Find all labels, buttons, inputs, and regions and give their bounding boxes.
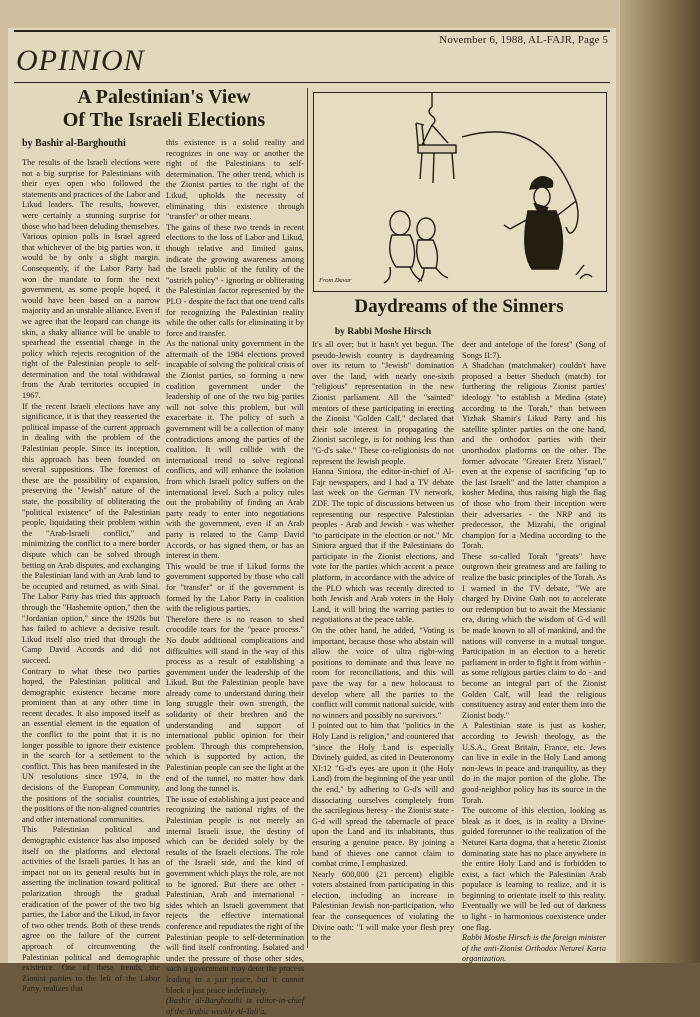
article1-headline: A Palestinian's View Of The Israeli Elections [62,86,266,131]
article1-author-bio: (Bashir al-Barghouthi is editor-in-chief of the Arabic weekly Al-Tali'a. [166,996,304,1016]
article2-column-1: It's all over; but it hasn't yet begun. The pseudo-Jewish country is daydreaming over its return to "Jewish" domination over the land, with nearly one-sixth "religious" representation in the new Zionist parliament. All the "sainted" mentors of these participating in erecting the Zionist "Golden Calf," declared that their sole interest in propagating the Zionist sacrilege, is for nothing less than "G-d's sake." These co-religionists do not represent the Jewish people. Hanna Siniora, the editor-in-chief of Al-Fajr newspapers, and I had a TV debate last week on the German TV network, ZDF. The topic of discussions between us representing our respective Palestinian peoples - Arab and Jewish - was whether "to participate in the election or not." Mr. Siniora argued that if the Palestinians do participate in the Zionist elections, and vote for the parties which accent a peace platform, in accordance with the advice of the PLO which was recently directed to both Jewish and Arab voters in the Holy Land, it will bring the warring parties to negotiations at the peace table. On the other hand, he added, "Voting is important, because those who abstain will allow the voice of ultra right-wing positions to dominate and thus leave no room for reconciliations, and this will pave the way for a new holocaust to develop where all the parties to the conflict will commit national suicide, with no winners and possibly no survivors." I pointed out to him that "politics in the Holy Land is religion," and countered that "since the Holy Land is especially Divinely guided, as cited in Deuteronomy XI:12 "G-d's eyes are upon it (the Holy Land) from the beginning of the year until the end," by adhering to G-d's will and dissociating ourselves completely from the sacrilegious heresy - the Zionist state - G-d will spread the tabernacle of peace upon the Land and its inhabitants, thus ensuring a genuine peace. By joining a band of thieves one cannot claim to combat crime, I emphasized. Nearly 600,000 (21 percent) eligible voters abstained from participating in this election, including an increase in Palestinian Jewish non-participation, who fear the consequences of violating the Divine oath: "I will make your flesh prey to the [312,340,454,943]
suspended-chair-icon [416,123,456,183]
crane-hook-icon [429,93,435,125]
editorial-cartoon [313,92,607,292]
top-rule [14,30,610,32]
dateline: November 6, 1988, AL-FAJR, Page 5 [439,34,608,46]
article2-author-bio: Rabbi Moshe Hirsch is the foreign minister of the anti-Zionist Orthodox Neturei Karta organization. [462,933,606,964]
column-divider [307,88,308,948]
article1-column-2-text: this existence is a solid reality and recognizes in one way or another the right of the Palestinians to self-determination. The other trend, which is the Zionist parties to the right of the Likud, upholds the necessity of eliminating this existence through "transfer" or other means. The gains of these two trends in recent elections to the loss of Labor and Likud, though relative and limited gains, indicate the growing awareness among the Israeli public of the futility of the "ostrich policy" - ignoring or obliterating the Palestinian factor represented by the PLO - despite the fact that one trend calls for recognizing the Palestinian reality while the other calls for eliminating it by force and transfer. As the national unity government in the aftermath of the 1984 elections proved incapable of solving the political crisis of the Zionist parties, so forming a new coalition government under the leadership of one of the two big parties will not solve this problem, but will exacerbate it. The policy of such a government will be a collection of many contradictions among the parties of the coalition. It will collide with the international trend to solve regional conflicts, and will enhance the isolation from which Israeli policy suffers on the international level. Such a policy rules out the probability of finding an Arab party ready to enter into negotiations with the government, even if an Arab party is related to the Camp David Accords, or has signed them, or has an interest in them. This would be true if Likud forms the government supported by those who call for "transfer" or if the government is formed by the Labor Party in coalition with the religious parties. Therefore there is no reason to shed crocodile tears for the "peace process." No doubt additional complications and difficulties will stand in the way of this process as a result of establishing a government under the leadership of the Likud. But the Palestinian people have already come to understand during their long struggle their own strength, the solidarity of their brethren and the understanding and support of international public opinion for their problem. Through this comprehension, which is supported by action, the Palestinian people can see the light at the end of the tunnel, no matter how dark and long the tunnel is. The issue of establishing a just peace and recognizing the national rights of the Palestinian people is not merely an internal Israeli issue, the destiny of which can be decided solely by the results of the Israeli elections. The role of the Israeli side, and the kind of government which plays the role, are not to be ignored. But there are other - Palestinian, Arab and international - sides which an Israeli government that rejects the effective international conference and repudiates the right of the Palestinian people to self-determination will find itself confronting. Isolated and under the pressure of those other sides, such a government may deter the process leading to a just peace, but it cannot block a just peace indefinitely. [166,138,304,995]
article2-headline: Daydreams of the Sinners [354,296,564,317]
rabbi-figure-icon [504,177,576,269]
article2-byline: by Rabbi Moshe Hirsch [334,327,432,337]
cartoon-figures-icon [384,211,448,283]
section-rule [14,82,610,83]
article2-column-2-text: deer and antelope of the forest" (Song of Songs II:7). A Shadchan (matchmaker) couldn't have proposed a better Sheduch (match) for furthering the religious Zionist parties' ideology "to establish a Medina (state) according to the Torah," than between Yizhak Shamir's Likud Party and his satellite splinter parties on the one hand, and the orthodox parties with their unorthodox platforms on the other. The former advocate "Greater Eretz Yisrael," even at the expense of sacrificing "up to the last Israeli" and the latter champion a kosher Medina, thus raising high the flag of those who from their inception were their adversaries - the NRP and its predecessor, the Mizrahi, the original champion for a Medina according to the Torah. These so-called Torah "greats" have outgrown their greatness and are failing to realize the basic principles of the Torah. As I warned in the TV debate, "We are charged by Divine Oath not to accelerate our redemption but to await the Messianic era, during which the wisdom of G-d will be made known to all of mankind, and the nations will converse in a mutual tongue. Participation in an election to a heretic parliament in order to fight it from within - as some religious parties claim to do - and become an integral part of the Zionist Golden Calf, will lead the religious constituency astray and enter them into the Zionist body." A Palestinian state is just as kosher, according to Jewish theology, as the U.S.A., Great Britain, France, etc. Jews can live in exile in the Holy Land among non-Jews in peace and tranquility, as they do in the major portion of the globe. The good-neighbor policy has its source in the Torah. The outcome of this election, looking as bleak as it does, is in reality a Divine-guided forerunner to the realization of the Neturei Karta dogma, that a heretic Zionist dominating state has no place anywhere in the entire Holy Land and is forbidden to exist, a fact which the Palestinian Arab populace is learning to realize, and it is beginning to orientate itself to this reality. Eventually we will be led out of darkness to light - in harmonious coexistence under one flag. [462,340,606,932]
section-title: OPINION [16,44,145,77]
page-binding-edge [620,0,700,963]
rope-icon [462,132,578,233]
article1-column-1: The results of the Israeli elections were not a big surprise for Palestinians with their eyes open who followed the statements and practices of the Labor and Likud leaders. The results, however, were certainly a stunning surprise for those who had been deluding themselves. Various opinion polls in Israel agreed that whichever of the big parties won, it would be by only a slight margin. Consequently, if the Labor Party had won the mandate to form the next government, as some people hoped, it would have been based on a narrow majority and an unstable alliance. Even if we agree that the leopard can change its skin, a shaky alliance will be unable to spearhead the essential change in the policy which rejects recognition of the right of the Palestinian people to self-determination and the total withdrawal from the Arab territories occupied in 1967. If the recent Israeli elections have any significance, it is that they reasserted the political impasse of the current approach in dealing with the problem of the Palestinian people. Since its inception, this approach has been founded on several suppositions. The foremost of these are the possibility of expansion, preserving the "Jewish" nature of the state, the possibility of obliterating the "political existence" of the Palestinian people, liquidating their problem within the "Arab-Israeli conflict," and minimizing the conflict to a mere border dispute which can be solved through betting on Arab disputes, and exchanging the Palestinian land with an Arab land to be occupied and returned, as with Sinai. The Labor Party has tried this approach through the "Hashemite option," then the "Jordanian option," since the 1920s but has failed to achieve a decisive result. Likud itself also tried that through the Camp David Accords and did not succeed. Contrary to what these two parties hoped, the Palestinian political and demographic existence became more prominent than at any other time in recent decades. It also imposed itself as an essential element in the equation of the conflict to the point that it is no longer possible to ignore their existence in the search for a settlement to the conflict. This has been manifested in the UN resolutions since 1974, in the decisions of the European Community, the positions of the socialist countries, the positions of the non-aligned countries and other international communities. This Palestinian political and demographic existence has also imposed itself on the platforms and electoral activities of the Israeli parties. It has an impact not on its general results but in asserting the inclination toward political polarization through the gradual eradication of the power of the two big parties, the Labor and the Likud, in favor of two other trends. Both of these trends agree on the failure of the current approach of circumventing the Palestinian political and demographic existence. One of these trends, the Zionist parties to the left of the Labor Party, realizes that [22,158,161,994]
cartoon-credit: From Davar [319,277,352,284]
article2-column-2 [462,340,606,964]
article1-column-2 [166,138,304,1016]
article1-byline: by Bashir al-Barghouthi [22,138,126,149]
cartoon-drawing [314,93,606,291]
artist-signature-icon [576,265,592,279]
